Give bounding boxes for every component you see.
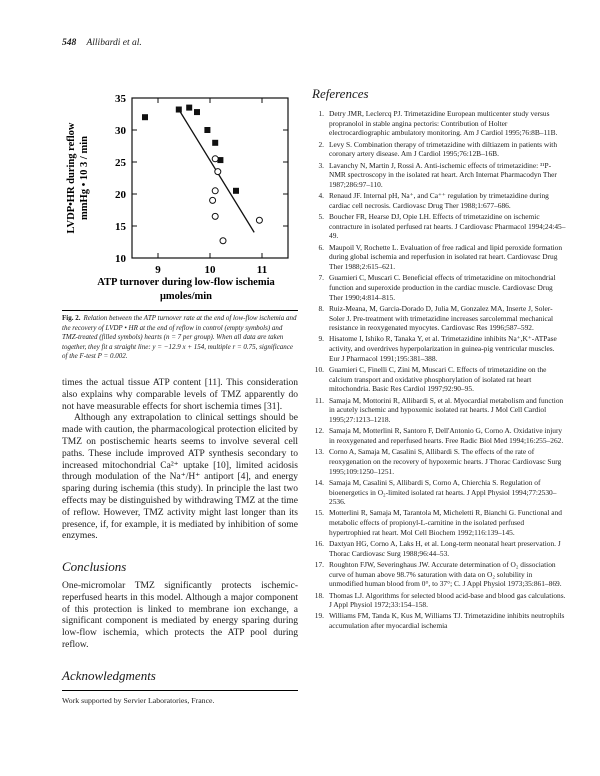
control-point-empty-circle [210,197,216,203]
reference-number: 12. [314,426,324,436]
reference-number: 4. [318,191,324,201]
reference-text: Roughton FJW, Severinghaus JW. Accurate determination of O₂ dissociation curve of human above 98.7% saturation with data on O₂ solubility in unmodified human blood from 0°, to 37°; C. J Appl Physiol 1973;35:861–869. [329,559,562,589]
y-axis-label-line2: mmHg • 10 3 / min [79,136,90,220]
control-point-empty-circle [215,169,221,175]
figure-2-chart [62,86,298,308]
running-header [62,38,142,48]
reference-item [312,539,566,558]
reference-item [312,273,566,302]
reference-number: 15. [314,508,324,518]
plot-frame [132,98,288,258]
y-tick-label: 35 [115,93,126,105]
right-column [312,86,566,632]
reference-text: Motterlini R, Samaja M, Tarantola M, Micheletti R, Bianchi G. Functional and metabolic effects of propionyl-L-carnitine in the isolated perfused hypertrophied rat heart. Mol Cell Biochem 1992;116:139–145. [329,508,562,537]
acknowledgments-note: Work supported by Servier Laboratories, France. [62,690,298,707]
reference-number: 5. [318,212,324,222]
reference-item [312,591,566,610]
reference-item [312,560,566,589]
references-heading: References [312,86,369,101]
reference-number: 10. [314,365,324,375]
reference-number: 19. [314,611,324,621]
control-point-empty-circle [212,188,218,194]
reference-item [312,243,566,272]
reference-number: 14. [314,477,324,487]
y-tick-label: 25 [115,157,126,169]
page-number: 548 [62,38,77,48]
reference-text: Boucher FR, Hearse DJ, Opie LH. Effects of trimetazidine on ischemic contracture in isolated perfused rat hearts. J Cardiovasc Pharmacol 1994;24:45–49. [329,212,566,241]
tmz-point-filled-square [212,140,218,146]
reference-item [312,140,566,159]
reference-text: Samaja M, Motterlini R, Santoro F, Dell'Antonio G, Corno A. Oxidative injury in reoxygenated and reperfused hearts. Free Radic Biol Med 1994;16:255–262. [329,426,564,445]
left-column [62,86,298,706]
y-tick-label: 15 [115,221,126,233]
tmz-point-filled-square [194,109,200,115]
reference-text: Corno A, Samaja M, Casalini S, Allibardi S. The effects of the rate of reoxygenation on the recovery of hypoxemic hearts. J Thorac Cardiovasc Surg 1995;109:1250–1251. [329,447,562,476]
reference-text: Ruiz-Meana, M, Garcia-Dorado D, Julia M, Gonzalez MA, Inserte J, Soler-Soler J. Pre-treatment with trimetazidine increases sarcolemmal mechanical resistance in reoxygenated myocytes. Cardiovasc Res 1996;587–592. [329,303,554,333]
reference-number: 18. [314,590,324,600]
paragraph-1: times the actual tissue ATP content [11]. This consideration also explains why comparable levels of TMZ apparently do not have measurable effects for short ischemia times [31]. [62,377,298,412]
reference-text: Thomas LJ. Algorithms for selected blood acid-base and blood gas calculations. J Appl Physiol 1972;33:154–158. [329,590,566,610]
y-axis-label-line1: LVDP•HR during reflow [66,122,77,234]
x-axis-label: ATP turnover during low-flow ischemia [97,277,275,288]
tmz-point-filled-square [176,107,182,113]
reference-text: Daxtyan HG, Corno A, Laks H, et al. Long-term neonatal heart preservation. J Thorac Cardiovasc Surg 1988;96:44–53. [329,539,561,558]
reference-number: 11. [315,395,324,405]
x-axis-units: μmoles/min [159,291,213,302]
reference-number: 9. [318,334,324,344]
reference-item [312,334,566,363]
reference-item [312,396,566,425]
running-authors: Allibardi et al. [86,38,142,48]
reference-item [312,161,566,190]
reference-number: 3. [318,160,324,170]
reference-text: Guarnieri C, Muscari C. Beneficial effects of trimetazidine on mitochondrial function and superoxide production in the cardiac muscle. Cardiovasc Drug Ther 1990;4:814–815. [329,273,556,302]
reference-text: Hisatome I, Ishiko R, Tanaka Y, et al. Trimetazidine inhibits Na⁺,K⁺-ATPase activity, and overdrives hyperpolarization in guinea-pig ventricular muscles. Eur J Pharmacol 1991;195:381–388. [329,334,557,363]
reference-text: Guarnieri C, Finelli C, Zini M, Muscari C. Effects of trimetazidine on the calcium transport and oxidative phosphorylation of isolated rat heart mitochondria. Basic Res Cardiol 1997;92:90–95. [329,365,547,394]
reference-text: Samaja M, Casalini S, Allibardi S, Corno A, Chierchia S. Regulation of bioenergetics in O₂-limited isolated rat hearts. J Appl Physiol 1994;77:2530–2536. [329,477,557,507]
y-tick-label: 20 [115,189,126,201]
figure-caption-label: Fig. 2. [62,314,81,322]
conclusions-paragraph: One-micromolar TMZ significantly protects ischemic-reperfused hearts in this model. Although a major component of this protection is linked to membrane ion exchange, a significant component is mediated by energy sparing during low-flow ischemia, which protects the ATP pool during reflow. [62,580,298,650]
reference-text: Samaja M, Mottorini R, Allibardi S, et al. Myocardial metabolism and function in acutely ischemic and hypoxemic isolated rat hearts. J Mol Cell Cardiol 1995;27:1213–1218. [329,395,564,425]
reference-number: 8. [318,303,324,313]
control-point-empty-circle [256,217,262,223]
control-point-empty-circle [212,213,218,219]
paragraph-2: Although any extrapolation to clinical settings should be made with caution, the pharmacological protection elicited by TMZ on postischemic hearts seems to involve several cell paths. These include improved ATP synthesis secondary to increased mitochondrial Ca²⁺ uptake [10], limited acidosis through modulation of the Na⁺/H⁺ antiport [4], and energy sparing during ischemia (this study). In principle the last two effects may be distinguished by withdrawing TMZ at the time of reflow. However, TMZ activity might last longer than its presence, if, for example, it is mediated by inhibition of some enzymes. [62,413,298,542]
x-tick-label: 9 [155,264,161,276]
reference-item [312,191,566,210]
y-tick-label: 10 [115,253,126,265]
reference-number: 13. [314,447,324,457]
body-text [62,378,298,706]
figure-caption-text: Relation between the ATP turnover rate at the end of low-flow ischemia and the recovery of LVDP • HR at the end of reflow in control (empty symbols) and TMZ-treated (filled symbols) hearts (n = 7 per group). When all data are taken together, they fit a straight line: y = −12.9 x + 154, multiple r = 0.75, significance of the F-test P = 0.002. [62,314,297,361]
reference-text: Renaud JF. Internal pH, Na⁺, and Ca⁺⁺ regulation by trimetazidine during cardiac cell necrosis. Cardiovasc Drug Ther 1988;1:677–686. [329,191,549,210]
acknowledgments-heading: Acknowledgments [62,667,156,683]
tmz-point-filled-square [142,114,148,120]
tmz-point-filled-square [204,127,210,133]
reference-item [312,365,566,394]
tmz-point-filled-square [186,105,192,111]
reference-item [312,212,566,241]
reference-text: Levy S. Combination therapy of trimetazidine with diltiazem in patients with coronary artery disease. Am J Cardiol 1995;76:12B–16B. [329,139,558,159]
reference-number: 7. [318,273,324,283]
reference-item [312,304,566,333]
reference-text: Maupoil V, Rochette L. Evaluation of free radical and lipid peroxide formation during global ischemia and reperfusion in isolated rat heart. Cardiovasc Drug Ther 1988;2:615–621. [329,242,563,272]
y-tick-label: 30 [115,125,126,137]
reference-number: 6. [318,242,324,252]
reference-number: 16. [314,539,324,549]
reference-list [312,109,566,631]
reference-number: 17. [314,559,324,569]
reference-item [312,447,566,476]
figure-caption [62,310,298,362]
scatter-plot [62,86,298,308]
reference-item [312,611,566,630]
reference-text: Williams FM, Tanda K, Kus M, Williams TJ. Trimetazidine inhibits neutrophils accumulation after myocardial ischemia [329,611,565,631]
reference-item [312,426,566,445]
reference-number: 1. [318,109,324,118]
reference-item [312,508,566,537]
reference-number: 2. [318,139,324,149]
control-point-empty-circle [220,238,226,244]
x-tick-label: 11 [256,264,268,276]
reference-item [312,478,566,507]
conclusions-heading: Conclusions [62,559,127,575]
reference-text: Lavanchy N, Martin J, Rossi A. Anti-ischemic effects of trimetazidine: ³¹P-NMR spectroscopy in the isolated rat heart. Arch Internat Pharmacodyn Ther 1987;286:97–110. [329,160,557,189]
reference-text: Detry JMR, Leclercq PJ. Trimetazidine European multicenter study versus propranolol in stable angina pectoris: Contribution of Holter electrocardiographic ambulatory monitoring. Am J Cardiol 1995;76:8B–11B. [329,109,558,138]
x-tick-label: 10 [204,264,216,276]
tmz-point-filled-square [233,188,239,194]
reference-item [312,109,566,138]
control-point-empty-circle [212,156,218,162]
